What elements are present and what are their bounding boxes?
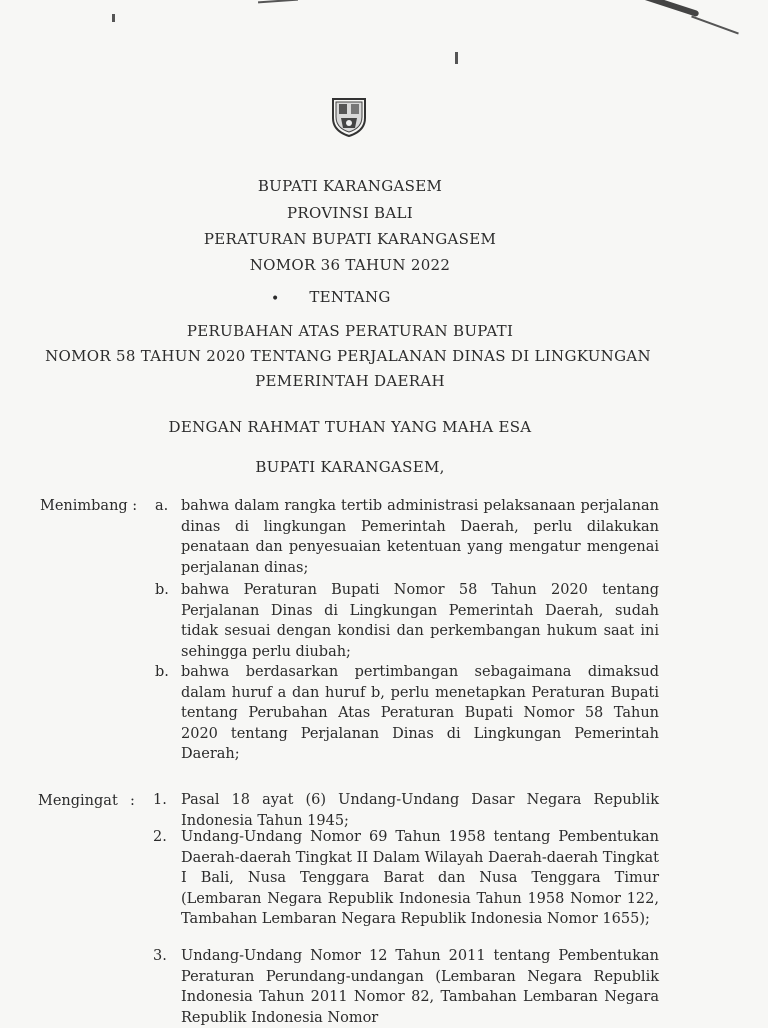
rahmat-line: DENGAN RAHMAT TUHAN YANG MAHA ESA <box>168 418 532 436</box>
mengingat-label: Mengingat <box>38 793 118 809</box>
mengingat-item: Undang-Undang Nomor 69 Tahun 1958 tentang Pembentukan Daerah-daerah Tingkat II Dalam Wilayah Daerah-daerah Tingkat I Bali, Nusa Tenggara Barat dan Nusa Tenggara Timur (Lembaran Negara Republik Indonesia Tahun 1958 Nomor 122, Tambahan Lembaran Negara Republik Indonesia Nomor 1655); <box>181 829 659 927</box>
bullet-mark: • <box>271 291 280 307</box>
mengingat-item: Pasal 18 ayat (6) Undang-Undang Dasar Negara Republik Indonesia Tahun 1945; <box>181 792 659 829</box>
scan-mark <box>455 52 458 64</box>
mengingat-colon: : <box>130 793 135 809</box>
coat-of-arms-icon <box>331 96 367 138</box>
scan-mark <box>258 0 298 3</box>
title-line-2: NOMOR 58 TAHUN 2020 TENTANG PERJALANAN DINAS DI LINGKUNGAN <box>45 347 651 365</box>
header-regulation: PERATURAN BUPATI KARANGASEM <box>203 230 497 248</box>
scan-mark <box>641 0 700 17</box>
header-province: PROVINSI BALI <box>287 204 413 222</box>
menimbang-item: bahwa Peraturan Bupati Nomor 58 Tahun 2020 tentang Perjalanan Dinas di Lingkungan Pemerintah Daerah, sudah tidak sesuai dengan kondisi dan perkembangan hukum saat ini sehingga perlu diubah; <box>181 582 659 660</box>
mengingat-marker: 3. <box>153 948 167 964</box>
header-regent: BUPATI KARANGASEM <box>257 177 443 195</box>
title-line-1: PERUBAHAN ATAS PERATURAN BUPATI <box>186 322 514 340</box>
mengingat-marker: 2. <box>153 829 167 845</box>
menimbang-item: bahwa dalam rangka tertib administrasi pelaksanaan perjalanan dinas di lingkungan Pemerintah Daerah, perlu dilakukan penataan dan penyesuaian ketentuan yang mengatur mengenai perjalanan dinas; <box>181 498 659 576</box>
menimbang-item: bahwa berdasarkan pertimbangan sebagaimana dimaksud dalam huruf a dan huruf b, perlu menetapkan Peraturan Bupati tentang Perubahan Atas Peraturan Bupati Nomor 58 Tahun 2020 tentang Perjalanan Dinas di Lingkungan Pemerintah Daerah; <box>181 664 659 762</box>
menimbang-marker: b. <box>155 664 169 680</box>
bupati-line: BUPATI KARANGASEM, <box>255 458 445 476</box>
scan-mark <box>112 14 115 22</box>
header-tentang: TENTANG <box>309 288 391 306</box>
header-number: NOMOR 36 TAHUN 2022 <box>249 256 451 274</box>
scan-mark <box>691 16 739 35</box>
menimbang-marker: b. <box>155 582 169 598</box>
mengingat-item: Undang-Undang Nomor 12 Tahun 2011 tentang Pembentukan Peraturan Perundang-undangan (Lembaran Negara Republik Indonesia Tahun 2011 Nomor 82, Tambahan Lembaran Negara Republik Indonesia Nomor <box>181 948 659 1026</box>
menimbang-label: Menimbang : <box>40 498 138 514</box>
mengingat-marker: 1. <box>153 792 167 808</box>
menimbang-marker: a. <box>155 498 169 514</box>
title-line-3: PEMERINTAH DAERAH <box>255 372 445 390</box>
